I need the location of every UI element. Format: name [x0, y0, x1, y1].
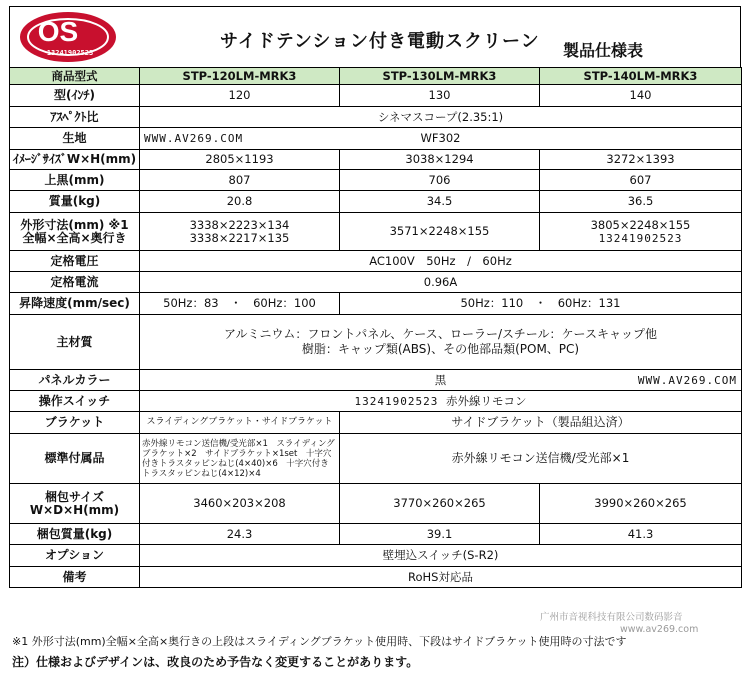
watermark-text: WWW.AV269.COM — [144, 132, 244, 145]
row-label: 定格電流 — [10, 272, 140, 293]
cell: RoHS対応品 — [140, 567, 742, 588]
row-label-line2: W×D×H(mm) — [29, 502, 120, 517]
row-label: 質量(kg) — [10, 191, 140, 213]
row-label: 操作スイッチ — [10, 391, 140, 412]
table-row — [10, 434, 742, 484]
cell — [140, 315, 742, 370]
table-row — [10, 391, 742, 412]
cell-value: 黒 — [434, 372, 447, 387]
row-label: 定格電圧 — [10, 251, 140, 272]
cell: 50Hz：110 ・ 60Hz：131 — [340, 293, 742, 315]
row-label: 上黒(mm) — [10, 170, 140, 191]
cell: 0.96A — [140, 272, 742, 293]
table-row — [10, 85, 742, 107]
row-label: 備考 — [10, 567, 140, 588]
row-label: ｲﾒｰｼﾞｻｲｽﾞW×H(mm) — [10, 150, 140, 170]
spec-sheet — [9, 6, 741, 588]
logo-number: 13241902523 — [46, 49, 94, 57]
row-label: 標準付属品 — [10, 434, 140, 484]
table-row — [10, 150, 742, 170]
cell: 39.1 — [340, 524, 540, 545]
cell: 3571×2248×155 — [340, 213, 540, 251]
table-row — [10, 251, 742, 272]
cell: 706 — [340, 170, 540, 191]
table-row — [10, 524, 742, 545]
cell: STP-130LM-MRK3 — [340, 68, 540, 85]
cell-line1: アルミニウム：フロントパネル、ケース、ローラー/スチール：ケースキャップ他 — [224, 327, 657, 341]
cell-line2: 樹脂：キャップ類(ABS)、その他部品類(POM、PC) — [301, 342, 580, 356]
cell-value: WF302 — [420, 131, 461, 145]
cell — [140, 213, 340, 251]
footnote-2: 注）仕様およびデザインは、改良のため予告なく変更することがあります。 — [12, 655, 419, 669]
footnote-1: ※1 外形寸法(mm)全幅×全高×奥行きの上段はスライディングブラケット使用時、下段はサイドブラケット使用時の寸法です — [12, 635, 627, 648]
cell — [140, 391, 742, 412]
row-label: 型(ｲﾝﾁ) — [10, 85, 140, 107]
row-label: 昇降速度(mm/sec) — [10, 293, 140, 315]
cell: 24.3 — [140, 524, 340, 545]
cell: 607 — [540, 170, 742, 191]
cell: STP-120LM-MRK3 — [140, 68, 340, 85]
cell: 3038×1294 — [340, 150, 540, 170]
row-label: 主材質 — [10, 315, 140, 370]
table-row — [10, 567, 742, 588]
table-row — [10, 128, 742, 150]
cell: 3770×260×265 — [340, 484, 540, 524]
cell: STP-140LM-MRK3 — [540, 68, 742, 85]
table-row — [10, 412, 742, 434]
cell: AC100V 50Hz / 60Hz — [140, 251, 742, 272]
corner-watermark-line2: www.av269.com — [620, 624, 699, 635]
cell: サイドブラケット（製品組込済） — [340, 412, 742, 434]
row-label — [10, 213, 140, 251]
row-label: 商品型式 — [10, 68, 140, 85]
table-row — [10, 315, 742, 370]
cell: 140 — [540, 85, 742, 107]
row-label: 生地 — [10, 128, 140, 150]
cell: 130 — [340, 85, 540, 107]
cell: 2805×1193 — [140, 150, 340, 170]
logo-text: OS — [37, 16, 79, 47]
cell-line1: 3805×2248×155 — [590, 217, 691, 232]
row-label: ブラケット — [10, 412, 140, 434]
table-row — [10, 545, 742, 567]
spec-table — [9, 67, 742, 588]
cell: 壁埋込スイッチ(S-R2) — [140, 545, 742, 567]
page-title: サイドテンション付き電動スクリーン — [220, 31, 540, 52]
sheet-header — [9, 6, 741, 67]
cell: 3460×203×208 — [140, 484, 340, 524]
cell: 807 — [140, 170, 340, 191]
cell: 50Hz：83 ・ 60Hz：100 — [140, 293, 340, 315]
watermark-text: 13241902523 — [598, 231, 683, 245]
cell — [540, 213, 742, 251]
cell-line2: 3338×2217×135 — [189, 230, 290, 245]
table-row — [10, 484, 742, 524]
cell: スライディングブラケット・サイドブラケット — [140, 412, 340, 434]
cell-value: 赤外線リモコン — [446, 393, 527, 408]
cell: 3990×260×265 — [540, 484, 742, 524]
row-label-line2: 全幅×全高×奥行き — [22, 230, 127, 245]
cell — [140, 128, 742, 150]
table-row — [10, 370, 742, 391]
row-label — [10, 484, 140, 524]
cell-line1: 3338×2223×134 — [189, 217, 290, 232]
table-row — [10, 68, 742, 85]
watermark-text: WWW.AV269.COM — [637, 374, 737, 387]
cell: 3272×1393 — [540, 150, 742, 170]
corner-watermark-line1: 广州市音视科技有限公司数码影音 — [540, 612, 683, 623]
row-label: パネルカラー — [10, 370, 140, 391]
os-logo — [18, 11, 118, 63]
cell — [140, 370, 742, 391]
row-label-line1: 梱包サイズ — [44, 489, 105, 504]
row-label-line1: 外形寸法(mm) ※1 — [20, 217, 129, 232]
table-row — [10, 107, 742, 128]
cell: 36.5 — [540, 191, 742, 213]
row-label: オプション — [10, 545, 140, 567]
row-label: ｱｽﾍﾟｸﾄ比 — [10, 107, 140, 128]
cell: 赤外線リモコン送信機/受光部×1 — [340, 434, 742, 484]
table-row — [10, 293, 742, 315]
table-row — [10, 191, 742, 213]
cell: 赤外線リモコン送信機/受光部×1 スライディングブラケット×2 サイドブラケット×1set 十字穴付きトラスタッピンねじ(4×40)×6 十字穴付きトラスタッピンねじ(4×12)×4 — [140, 434, 340, 484]
cell: 20.8 — [140, 191, 340, 213]
watermark-text: 13241902523 — [354, 394, 439, 408]
table-row — [10, 272, 742, 293]
page-subtitle: 製品仕様表 — [563, 41, 644, 60]
cell: 34.5 — [340, 191, 540, 213]
cell: シネマスコープ(2.35:1) — [140, 107, 742, 128]
row-label: 梱包質量(kg) — [10, 524, 140, 545]
cell: 41.3 — [540, 524, 742, 545]
cell: 120 — [140, 85, 340, 107]
table-row — [10, 213, 742, 251]
table-row — [10, 170, 742, 191]
